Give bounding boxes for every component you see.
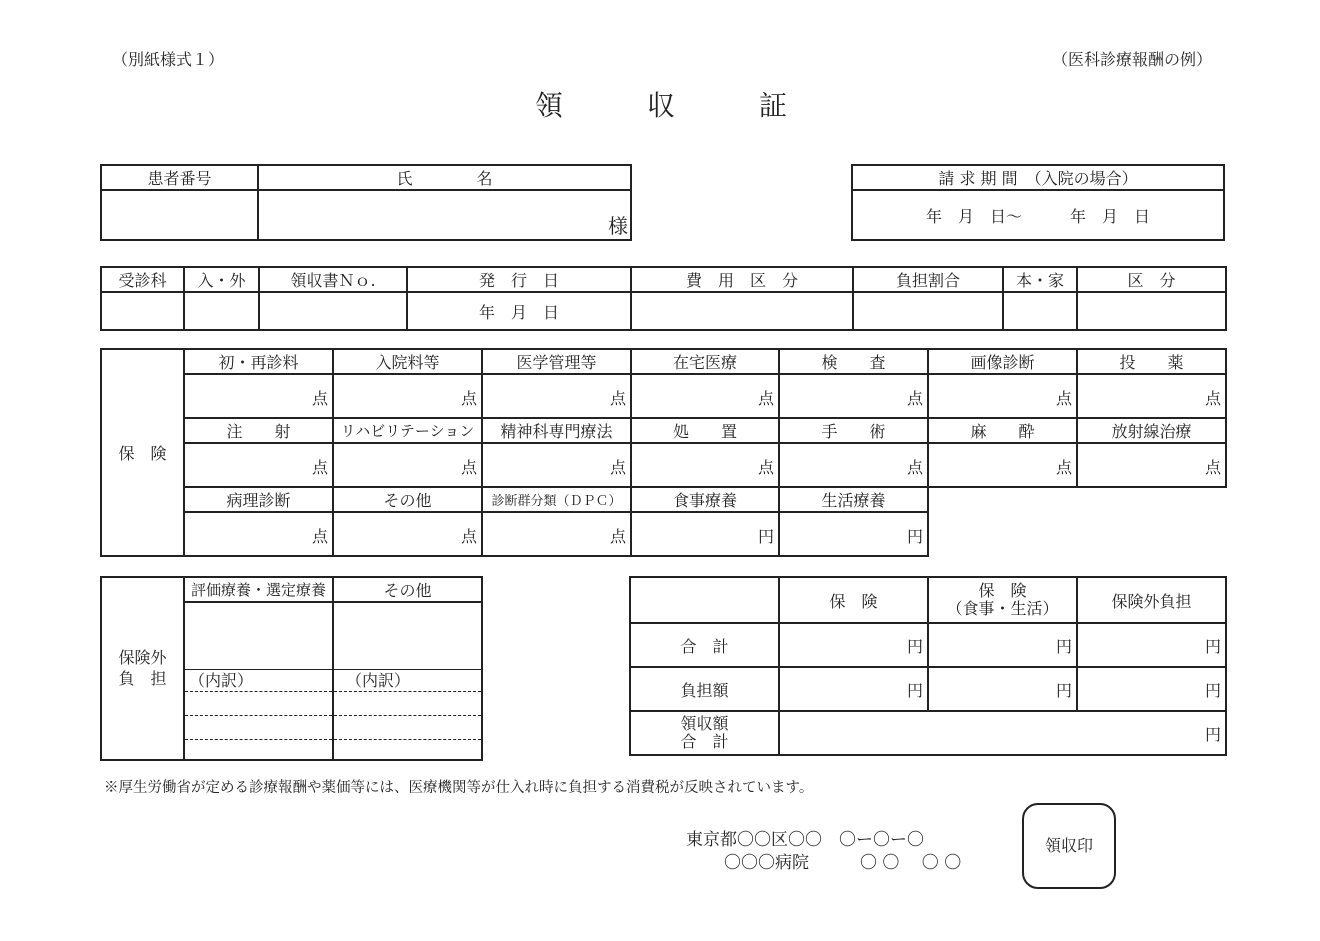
non-insurance-label-line1: 保険外 <box>118 647 167 667</box>
honorific: 様 <box>608 214 628 238</box>
point-cell[interactable] <box>333 374 482 418</box>
breakdown-line <box>334 739 481 740</box>
non-insurance-table <box>100 576 483 761</box>
name-header: 氏 名 <box>258 165 631 190</box>
billing-period-header: 請 求 期 間 （入院の場合） <box>852 165 1224 190</box>
point-unit: 点 <box>906 458 923 477</box>
breakdown-line <box>185 691 332 692</box>
visit-header-insured-type: 本・家 <box>1003 267 1077 292</box>
point-unit: 点 <box>460 458 477 477</box>
point-cell[interactable] <box>631 374 779 418</box>
point-unit: 点 <box>311 458 328 477</box>
point-cell[interactable] <box>482 443 631 487</box>
blank-area <box>928 487 1226 556</box>
point-cell[interactable] <box>1077 443 1226 487</box>
yen-cell[interactable] <box>1077 623 1226 667</box>
insurance-item: 病理診断 <box>184 487 333 512</box>
hospital-name: 〇〇〇病院 〇 〇 〇 〇 <box>724 853 962 873</box>
yen-unit: 円 <box>906 527 923 546</box>
breakdown-line <box>185 739 332 740</box>
visit-table <box>100 266 1227 331</box>
receipt-total-cell[interactable] <box>779 711 1226 755</box>
yen-cell[interactable] <box>779 667 928 711</box>
point-cell[interactable] <box>928 443 1077 487</box>
point-unit: 点 <box>1204 458 1221 477</box>
yen-unit: 円 <box>1204 680 1221 700</box>
summary-header-meal-line2: （食事・生活） <box>946 599 1059 618</box>
point-cell[interactable] <box>928 374 1077 418</box>
breakdown-line <box>185 715 332 716</box>
point-cell[interactable] <box>1077 374 1226 418</box>
insurance-item: 診断群分類（ＤＰＣ） <box>482 487 631 512</box>
insurance-item: 医学管理等 <box>482 349 631 374</box>
inout-cell[interactable] <box>184 292 259 330</box>
yen-cell[interactable] <box>631 512 779 556</box>
insurance-table <box>100 348 1227 557</box>
insurance-label: 保 険 <box>101 349 184 556</box>
insurance-item: 手 術 <box>779 418 928 443</box>
non-insurance-col1-header: 評価療養・選定療養 <box>184 577 333 602</box>
category-cell[interactable] <box>1077 292 1226 330</box>
point-cell[interactable] <box>184 512 333 556</box>
non-insurance-col1-cell[interactable] <box>184 602 333 760</box>
breakdown-label: （内訳） <box>189 671 254 690</box>
yen-cell[interactable] <box>1077 667 1226 711</box>
patient-number-cell[interactable] <box>101 190 258 240</box>
point-unit: 点 <box>609 458 626 477</box>
patient-number-header: 患者番号 <box>101 165 258 190</box>
summary-header-meal-line1: 保 険 <box>978 581 1027 601</box>
insurance-item: 麻 酔 <box>928 418 1077 443</box>
tax-note: ※厚生労働省が定める診療報酬や薬価等には、医療機関等が仕入れ時に負担する消費税が反映されています。 <box>104 780 814 796</box>
insurance-item: 放射線治療 <box>1077 418 1226 443</box>
insurance-item: 検 査 <box>779 349 928 374</box>
point-unit: 点 <box>906 389 923 408</box>
name-cell[interactable] <box>258 190 631 240</box>
yen-unit: 円 <box>1204 724 1221 744</box>
point-unit: 点 <box>311 527 328 546</box>
yen-cell[interactable] <box>779 623 928 667</box>
point-unit: 点 <box>460 389 477 408</box>
insurance-item: 投 薬 <box>1077 349 1226 374</box>
point-unit: 点 <box>757 458 774 477</box>
summary-row-receipt-line1: 領収額 <box>680 713 729 733</box>
summary-row-receipt <box>630 711 779 755</box>
seal-box <box>1022 803 1116 889</box>
seal-label: 領収印 <box>1044 836 1093 855</box>
department-cell[interactable] <box>101 292 184 330</box>
visit-header-category: 区 分 <box>1077 267 1226 292</box>
insurance-item: 食事療養 <box>631 487 779 512</box>
point-cell[interactable] <box>779 374 928 418</box>
insured-type-cell[interactable] <box>1003 292 1077 330</box>
visit-header-issue-date: 発 行 日 <box>407 267 631 292</box>
visit-header-inout: 入・外 <box>184 267 259 292</box>
breakdown-line <box>334 691 481 692</box>
insurance-item: 処 置 <box>631 418 779 443</box>
summary-row-total: 合 計 <box>630 623 779 667</box>
cost-category-cell[interactable] <box>631 292 853 330</box>
point-cell[interactable] <box>184 443 333 487</box>
non-insurance-label <box>101 577 184 760</box>
point-cell[interactable] <box>482 512 631 556</box>
visit-header-department: 受診科 <box>101 267 184 292</box>
example-label: （医科診療報酬の例） <box>1052 50 1213 69</box>
summary-header-meal <box>928 577 1077 623</box>
point-cell[interactable] <box>779 443 928 487</box>
insurance-item: 生活療養 <box>779 487 928 512</box>
yen-cell[interactable] <box>928 667 1077 711</box>
insurance-item: 注 射 <box>184 418 333 443</box>
breakdown-line <box>334 715 481 716</box>
hospital-address: 東京都〇〇区〇〇 〇ー〇ー〇 <box>686 830 924 850</box>
summary-header-insurance: 保 険 <box>779 577 928 623</box>
burden-ratio-cell[interactable] <box>853 292 1003 330</box>
breakdown-label: （内訳） <box>346 671 411 690</box>
non-insurance-label-line2: 負 担 <box>118 668 167 688</box>
issue-date-cell: 年 月 日 <box>407 292 631 330</box>
summary-corner <box>630 577 779 623</box>
point-unit: 点 <box>609 389 626 408</box>
summary-header-non-insurance: 保険外負担 <box>1077 577 1226 623</box>
patient-table <box>100 164 632 241</box>
insurance-item: 在宅医療 <box>631 349 779 374</box>
page-title: 領 収 証 <box>535 89 788 122</box>
yen-unit: 円 <box>1055 680 1072 700</box>
point-cell[interactable] <box>333 512 482 556</box>
billing-period-value: 年 月 日～ 年 月 日 <box>852 190 1224 240</box>
point-cell[interactable] <box>631 443 779 487</box>
point-unit: 点 <box>1204 389 1221 408</box>
point-cell[interactable] <box>482 374 631 418</box>
summary-table <box>629 576 1227 756</box>
yen-unit: 円 <box>1204 636 1221 656</box>
point-unit: 点 <box>609 527 626 546</box>
receipt-no-cell[interactable] <box>259 292 407 330</box>
point-unit: 点 <box>1055 389 1072 408</box>
point-unit: 点 <box>1055 458 1072 477</box>
point-cell[interactable] <box>184 374 333 418</box>
billing-period-table <box>851 164 1225 241</box>
form-label: （別紙様式１） <box>112 50 225 69</box>
non-insurance-col2-header: その他 <box>333 577 482 602</box>
summary-row-burden: 負担額 <box>630 667 779 711</box>
insurance-item: 画像診断 <box>928 349 1077 374</box>
insurance-item: 初・再診料 <box>184 349 333 374</box>
summary-row-receipt-line2: 合 計 <box>680 732 729 751</box>
insurance-item: 精神科専門療法 <box>482 418 631 443</box>
yen-unit: 円 <box>906 636 923 656</box>
yen-unit: 円 <box>906 680 923 700</box>
insurance-item: リハビリテーション <box>333 418 482 443</box>
yen-unit: 円 <box>1055 636 1072 656</box>
point-cell[interactable] <box>333 443 482 487</box>
point-unit: 点 <box>311 389 328 408</box>
point-unit: 点 <box>757 389 774 408</box>
insurance-item: 入院料等 <box>333 349 482 374</box>
non-insurance-col2-cell[interactable] <box>333 602 482 760</box>
point-unit: 点 <box>460 527 477 546</box>
visit-header-receipt-no: 領収書Ｎｏ. <box>259 267 407 292</box>
visit-header-burden-ratio: 負担割合 <box>853 267 1003 292</box>
insurance-item: その他 <box>333 487 482 512</box>
yen-cell[interactable] <box>779 512 928 556</box>
visit-header-cost-category: 費 用 区 分 <box>631 267 853 292</box>
yen-unit: 円 <box>757 527 774 546</box>
yen-cell[interactable] <box>928 623 1077 667</box>
